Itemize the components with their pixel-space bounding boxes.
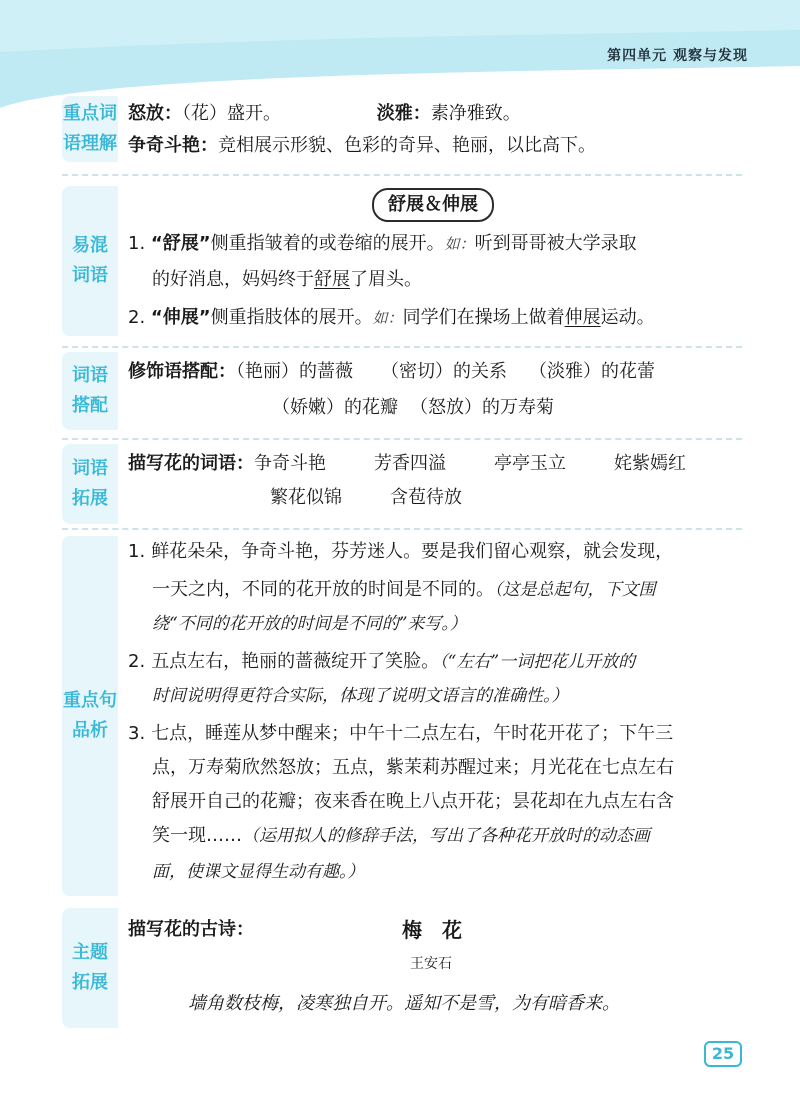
example-marker: 如：	[444, 235, 475, 253]
def-nufang: （花）盛开。	[182, 103, 281, 124]
collocation-title: 修饰语搭配：	[128, 361, 236, 382]
label-line-1: 词语	[72, 365, 108, 386]
item-definition: 侧重指肢体的展开。	[210, 307, 373, 328]
sentence-line	[152, 608, 467, 640]
term-danya: 淡雅：	[376, 103, 431, 124]
label-line-2: 语理解	[63, 133, 117, 154]
collocation-pair: （密切）的关系	[381, 361, 507, 382]
sentence-annotation: （“左右”一词把花儿开放的	[439, 652, 636, 672]
sentence-line	[152, 820, 650, 852]
term-zhengqi: 争奇斗艳：	[128, 135, 218, 156]
item-number: 1.	[128, 233, 146, 254]
page-header	[0, 0, 800, 110]
example-text: 同学们在操场上做着	[402, 307, 565, 328]
collocation-pair: （怒放）的万寿菊	[410, 397, 554, 418]
expansion-word: 芳香四溢	[374, 453, 446, 474]
sentence-line	[152, 752, 674, 784]
expansion-word: 含苞待放	[390, 487, 462, 508]
sentence-text: 舒展开自己的花瓣；夜来香在晚上八点开花；昙花却在九点左右含	[152, 791, 674, 812]
example-marker: 如：	[372, 309, 403, 327]
label-line-1: 易混	[72, 235, 108, 256]
sentence-line	[128, 718, 673, 750]
label-line-1: 主题	[72, 942, 108, 963]
confusing-item-1-cont	[152, 264, 422, 296]
section-label-expansion	[62, 444, 118, 524]
label-line-2: 拓展	[72, 972, 108, 993]
expansion-title: 描写花的词语：	[128, 453, 254, 474]
section-label-theme	[62, 908, 118, 1028]
label-line-2: 词语	[72, 265, 108, 286]
expansion-word: 争奇斗艳	[254, 453, 326, 474]
item-word: “伸展”	[150, 307, 211, 328]
sentence-line	[152, 574, 656, 606]
collocation-line-1	[128, 356, 655, 388]
section-label-key-words	[62, 96, 118, 162]
sentence-annotation: 面，使课文显得生动有趣。）	[152, 862, 365, 882]
example-underlined-word: 舒展	[314, 269, 350, 290]
item-number: 2.	[128, 307, 146, 328]
sentence-text: 点，万寿菊欣然怒放；五点，紫茉莉苏醒过来；月光花在七点左右	[152, 757, 674, 778]
collocation-line-2	[272, 392, 554, 424]
expansion-word: 繁花似锦	[270, 487, 342, 508]
sentence-line	[152, 856, 365, 888]
section-label-collocation	[62, 352, 118, 430]
example-text-end: 了眉头。	[350, 269, 422, 290]
def-zhengqi: 竞相展示形貌、色彩的奇异、艳丽，以比高下。	[218, 135, 596, 156]
collocation-pair: （淡雅）的花蕾	[529, 361, 655, 382]
label-line-2: 拓展	[72, 488, 108, 509]
sentence-number: 2.	[128, 651, 146, 672]
sentence-line	[128, 536, 673, 568]
expansion-line-1	[128, 448, 686, 480]
sentence-line	[152, 786, 674, 818]
unit-title: 第四单元 观察与发现	[607, 48, 748, 64]
sentence-line	[152, 680, 569, 712]
collocation-pair: （艳丽）的蔷薇	[236, 361, 353, 382]
sentence-text: 七点，睡莲从梦中醒来；中午十二点左右，午时花开花了；下午三	[151, 723, 674, 744]
divider	[62, 174, 742, 176]
label-line-2: 品析	[72, 720, 108, 741]
label-line-1: 重点句	[63, 690, 117, 711]
key-words-line-2	[128, 130, 596, 162]
sentence-annotation: （这是总起句，下文围	[494, 580, 656, 600]
sentence-text: 五点左右，艳丽的蔷薇绽开了笑脸。	[151, 651, 440, 672]
item-example: 听到哥哥被大学录取	[474, 233, 637, 254]
key-words-line-1	[128, 98, 521, 130]
section-label-confusing-words	[62, 186, 118, 336]
example-text-end: 运动。	[600, 307, 655, 328]
item-word: “舒展”	[150, 233, 211, 254]
poem-title: 梅 花	[402, 918, 462, 942]
sentence-annotation: （运用拟人的修辞手法，写出了各种花开放时的动态画	[242, 826, 650, 846]
expansion-word: 姹紫嫣红	[614, 453, 686, 474]
sentence-annotation: 时间说明得更符合实际，体现了说明文语言的准确性。）	[152, 686, 569, 706]
divider	[62, 528, 742, 530]
sentence-annotation: 绕“不同的花开放的时间是不同的”来写。）	[152, 614, 467, 634]
def-danya: 素净雅致。	[430, 103, 521, 124]
example-underlined-word: 伸展	[564, 307, 601, 328]
term-nufang: 怒放：	[128, 103, 182, 124]
label-line-2: 搭配	[72, 395, 108, 416]
theme-title: 描写花的古诗：	[128, 919, 254, 940]
confusing-item-1	[128, 228, 637, 260]
sentence-text: 笑一现……	[152, 825, 242, 846]
sentence-number: 3.	[128, 723, 146, 744]
poem-text: 墙角数枝梅，凌寒独自开。遥知不是雪，为有暗香来。	[188, 993, 620, 1014]
page-number: 25	[704, 1041, 742, 1067]
sentence-line	[128, 646, 635, 678]
sentence-number: 1.	[128, 541, 146, 562]
confusing-item-2	[128, 302, 655, 334]
expansion-word: 亭亭玉立	[494, 453, 566, 474]
collocation-pair: （娇嫩）的花瓣	[272, 397, 398, 418]
divider	[62, 346, 742, 348]
label-line-1: 词语	[72, 458, 108, 479]
expansion-line-2	[270, 482, 462, 514]
sentence-text: 一天之内，不同的花开放的时间是不同的。	[152, 579, 494, 600]
sentence-text: 鲜花朵朵，争奇斗艳，芬芳迷人。要是我们留心观察，就会发现，	[151, 541, 674, 562]
section-label-sentences	[62, 536, 118, 896]
example-text: 的好消息，妈妈终于	[152, 269, 314, 290]
item-definition: 侧重指皱着的或卷缩的展开。	[210, 233, 445, 254]
divider	[62, 438, 742, 440]
poem-author: 王安石	[410, 956, 452, 972]
compare-title-pill: 舒展＆伸展	[372, 188, 494, 222]
label-line-1: 重点词	[63, 103, 117, 124]
